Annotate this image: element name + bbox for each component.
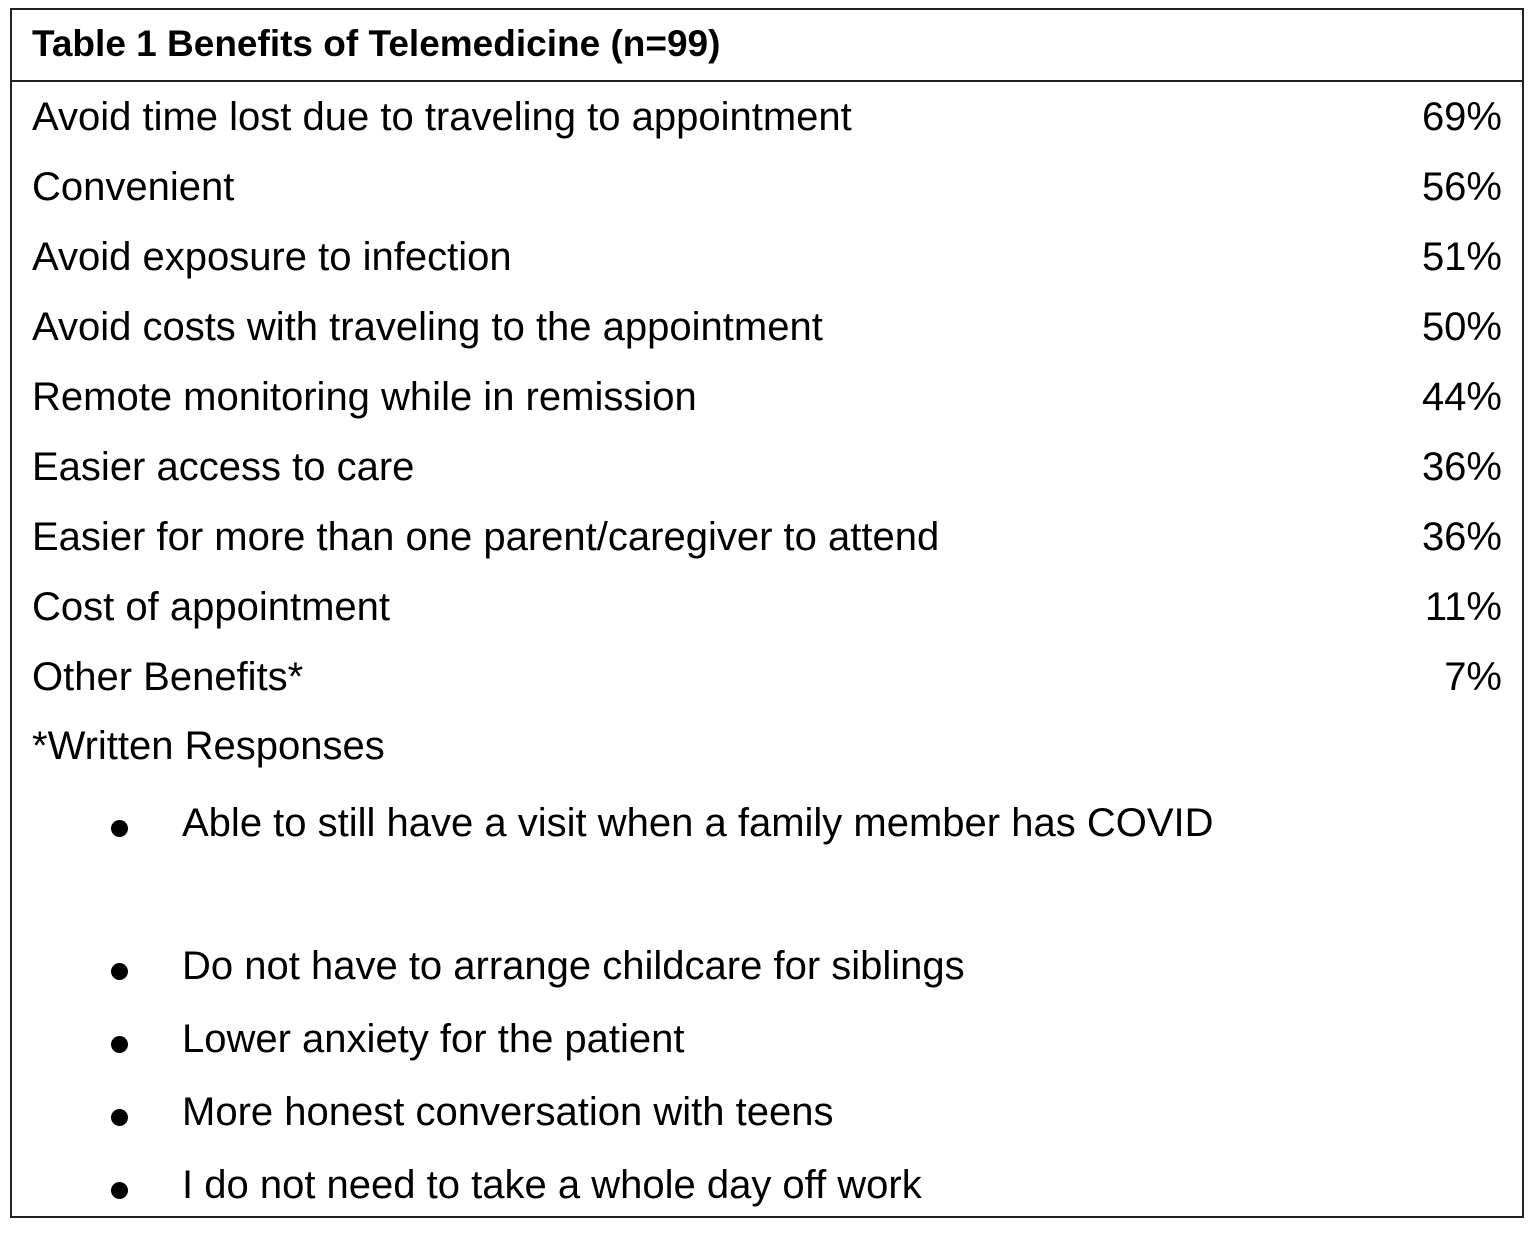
- row-label: Remote monitoring while in remission: [32, 375, 697, 419]
- row-label: Cost of appointment: [32, 585, 390, 629]
- row-label: Other Benefits*: [32, 655, 304, 699]
- list-item-text: Do not have to arrange childcare for siblings: [182, 944, 965, 988]
- table-row: [12, 222, 1522, 292]
- notes-heading: *Written Responses: [32, 724, 385, 768]
- table-row: [12, 432, 1522, 502]
- bullet-icon: [111, 1182, 128, 1199]
- list-item-text: I do not need to take a whole day off work: [182, 1163, 922, 1207]
- row-value: 56%: [1421, 165, 1502, 209]
- table-row: [12, 642, 1522, 712]
- list-item-text: More honest conversation with teens: [182, 1090, 834, 1134]
- row-label: Convenient: [32, 165, 235, 209]
- bullet-icon: [111, 1036, 128, 1053]
- table-row: [12, 502, 1522, 572]
- table-title-row: [12, 10, 1522, 82]
- row-label: Avoid exposure to infection: [32, 235, 512, 279]
- bullet-icon: [111, 963, 128, 980]
- row-value: 7%: [1444, 655, 1502, 699]
- row-value: 50%: [1421, 305, 1502, 349]
- row-value: 51%: [1421, 235, 1502, 279]
- list-item-text: Lower anxiety for the patient: [182, 1017, 685, 1061]
- table-row: [12, 572, 1522, 642]
- row-label: Easier for more than one parent/caregiver to attend: [32, 515, 940, 559]
- table-title: Table 1 Benefits of Telemedicine (n=99): [32, 23, 721, 64]
- table-row: [12, 82, 1522, 152]
- bullet-icon: [111, 1109, 128, 1126]
- table-row: [12, 362, 1522, 432]
- row-label: Easier access to care: [32, 445, 415, 489]
- row-value: 36%: [1421, 445, 1502, 489]
- table-row: [12, 152, 1522, 222]
- row-label: Avoid costs with traveling to the appointment: [32, 305, 823, 349]
- row-value: 69%: [1421, 95, 1502, 139]
- row-label: Avoid time lost due to traveling to appointment: [32, 95, 852, 139]
- row-value: 44%: [1421, 375, 1502, 419]
- benefits-table: [10, 8, 1524, 1218]
- list-item-text: Able to still have a visit when a family member has COVID: [182, 801, 1214, 845]
- table-row: [12, 292, 1522, 362]
- row-value: 36%: [1421, 515, 1502, 559]
- row-value: 11%: [1424, 585, 1502, 629]
- bullet-icon: [111, 820, 128, 837]
